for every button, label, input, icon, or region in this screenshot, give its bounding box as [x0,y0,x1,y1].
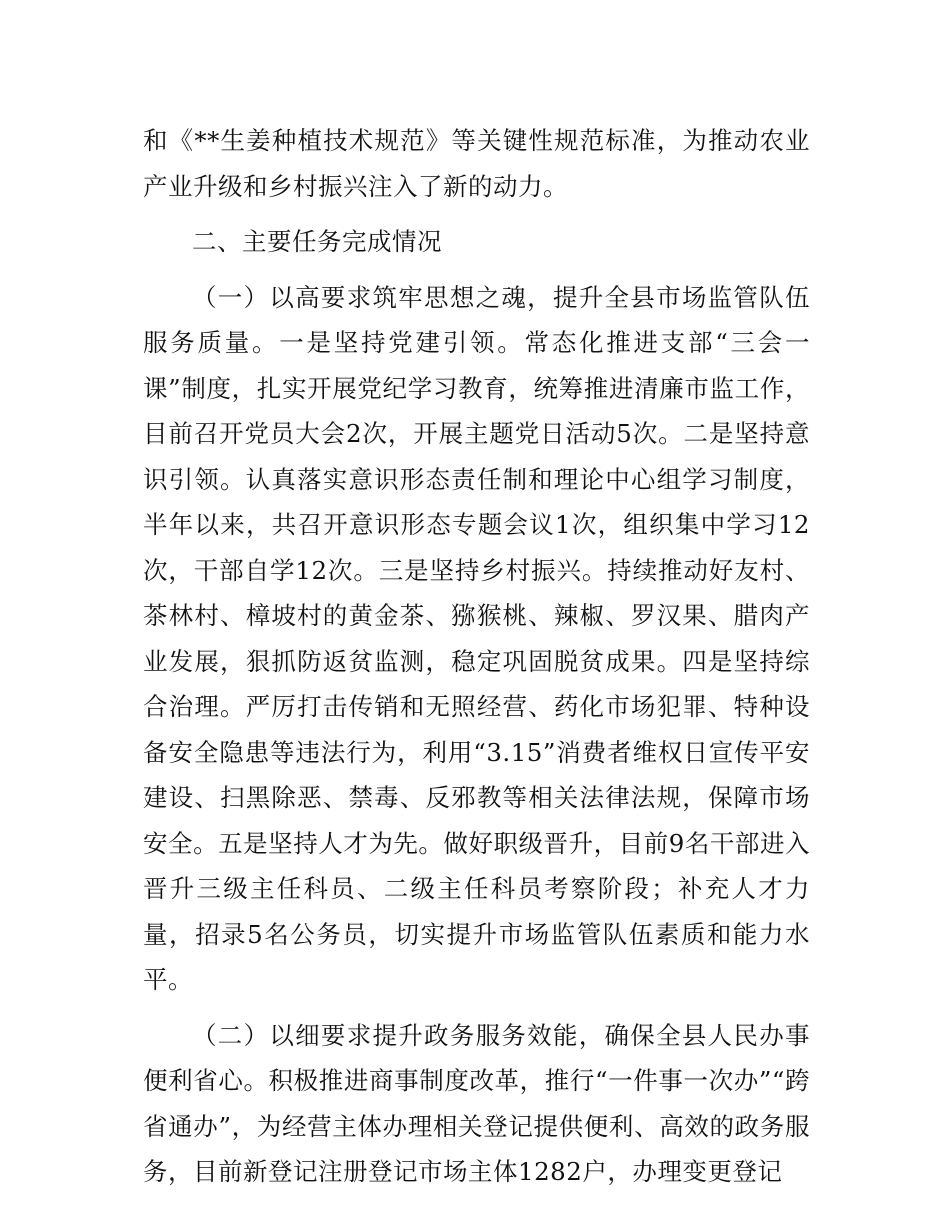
paragraph-task-two: （二）以细要求提升政务服务效能，确保全县人民办事便利省心。积极推进商事制度改革，推行“一件事一次办”“跨省通办”，为经营主体办理相关登记提供便利、高效的政务服务，目前新登记注册登记市场主体1282户，办理变更登记 [143,1020,810,1186]
paragraph-task-one: （一）以高要求筑牢思想之魂，提升全县市场监管队伍服务质量。一是坚持党建引领。常态化推进支部“三会一课”制度，扎实开展党纪学习教育，统筹推进清廉市监工作，目前召开党员大会2次，开展主题党日活动5次。二是坚持意识引领。认真落实意识形态责任制和理论中心组学习制度，半年以来，共召开意识形态专题会议1次，组织集中学习12次，干部自学12次。三是坚持乡村振兴。持续推动好友村、茶林村、樟坡村的黄金茶、猕猴桃、辣椒、罗汉果、腊肉产业发展，狠抓防返贫监测，稳定巩固脱贫成果。四是坚持综合治理。严厉打击传销和无照经营、药化市场犯罪、特种设备安全隐患等违法行为，利用“3.15”消费者维权日宣传平安建设、扫黑除恶、禁毒、反邪教等相关法律法规，保障市场安全。五是坚持人才为先。做好职级晋升，目前9名干部进入晋升三级主任科员、二级主任科员考察阶段；补充人才力量，招录5名公务员，切实提升市场监管队伍素质和能力水平。 [143,282,810,994]
section-heading: 二、主要任务完成情况 [192,227,442,256]
document-page [143,118,810,1195]
paragraph-continuation: 和《**生姜种植技术规范》等关键性规范标准，为推动农业产业升级和乡村振兴注入了新的动力。 [143,126,810,201]
